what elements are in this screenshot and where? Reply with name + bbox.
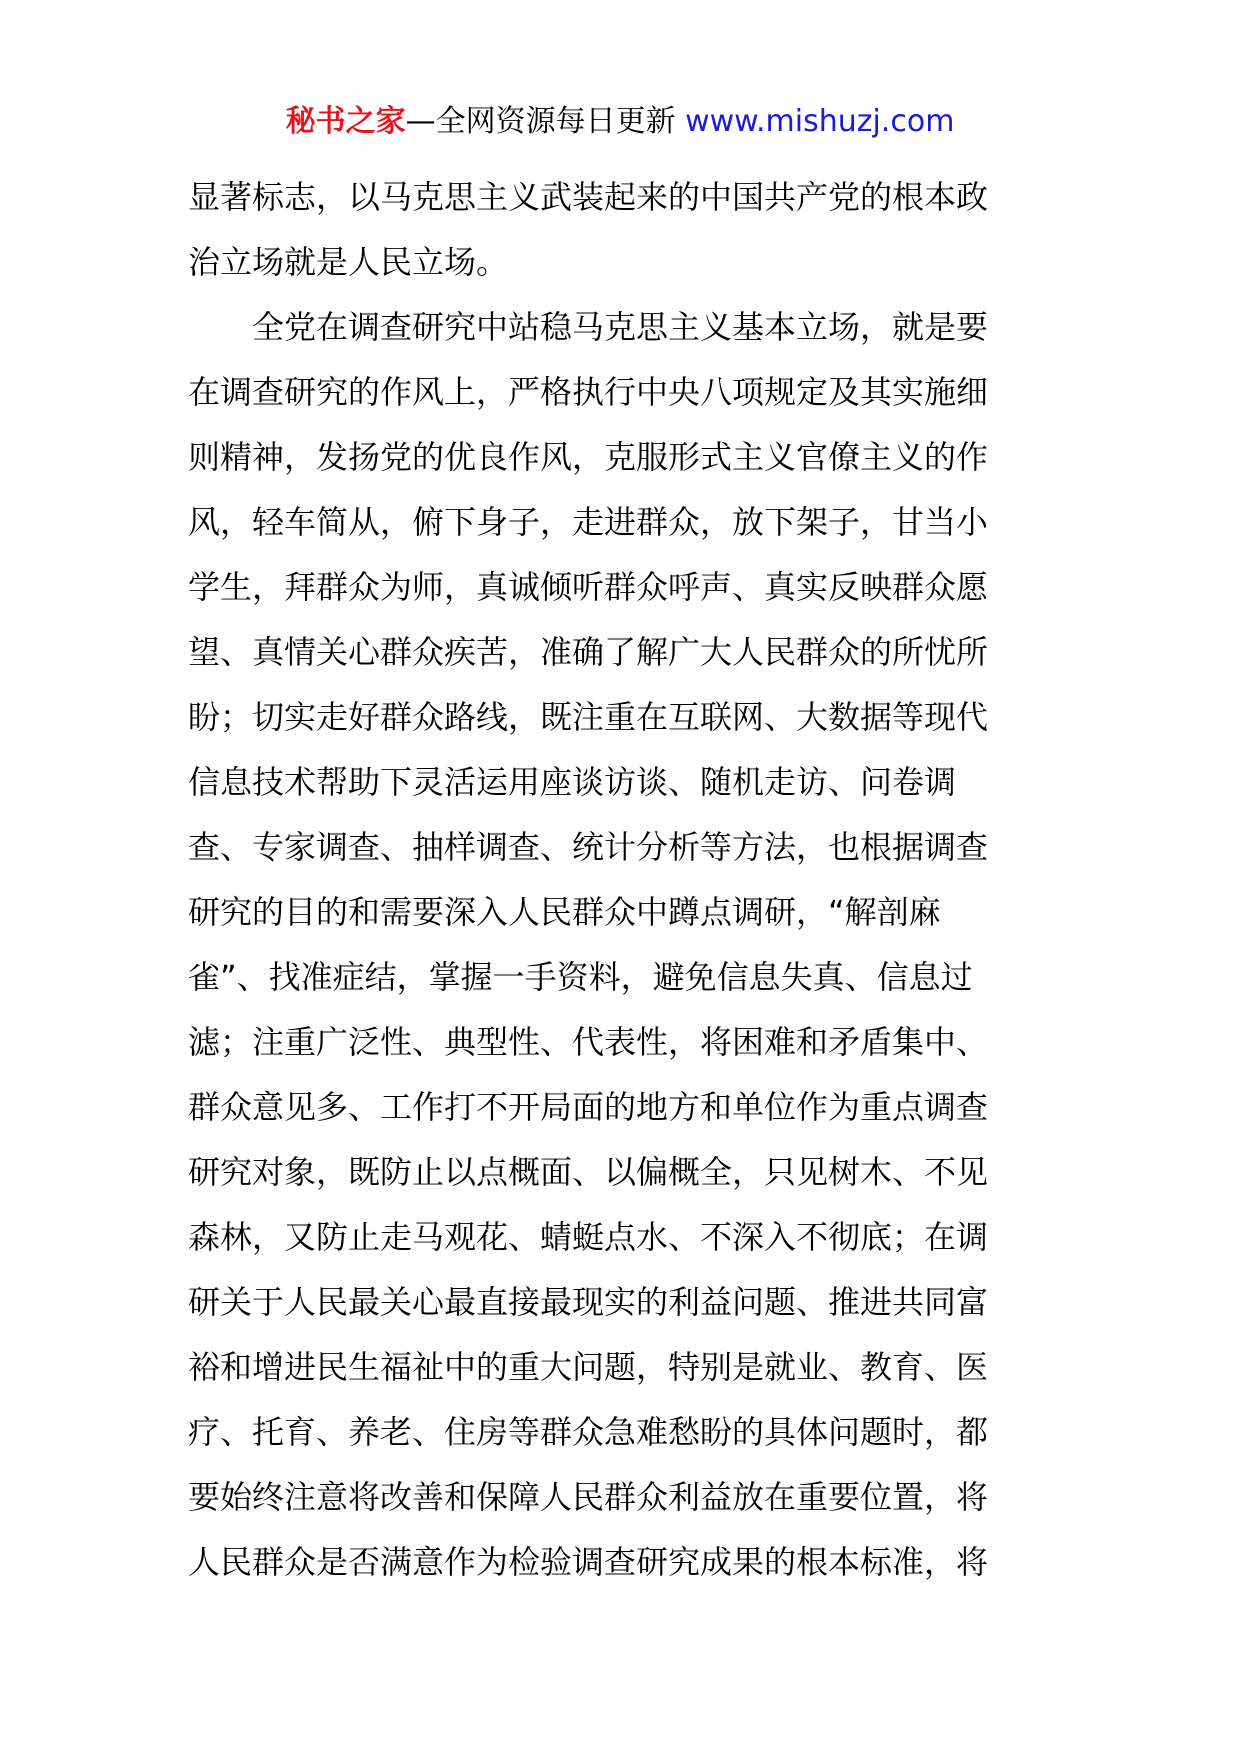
- text-line: 雀”、找准症结，掌握一手资料，避免信息失真、信息过: [188, 958, 973, 996]
- text-line: 人民群众是否满意作为检验调查研究成果的根本标准，将: [188, 1543, 989, 1581]
- text-line: 风，轻车简从，俯下身子，走进群众，放下架子，甘当小: [188, 503, 989, 541]
- text-line: 在调查研究的作风上，严格执行中央八项规定及其实施细: [188, 373, 989, 411]
- text-line: 森林，又防止走马观花、蜻蜓点水、不深入不彻底；在调: [188, 1218, 989, 1256]
- header-tagline: —全网资源每日更新: [405, 104, 676, 139]
- text-line: 研究的目的和需要深入人民群众中蹲点调研，“解剖麻: [188, 893, 941, 931]
- text-line: 则精神，发扬党的优良作风，克服形式主义官僚主义的作: [188, 438, 989, 476]
- text-line: 研关于人民最关心最直接最现实的利益问题、推进共同富: [188, 1283, 989, 1321]
- text-line: 要始终注意将改善和保障人民群众利益放在重要位置，将: [188, 1478, 989, 1516]
- document-body: [188, 165, 1058, 1595]
- text-line: 群众意见多、工作打不开局面的地方和单位作为重点调查: [188, 1088, 989, 1126]
- text-line: 学生，拜群众为师，真诚倾听群众呼声、真实反映群众愿: [188, 568, 989, 606]
- text-line: 疗、托育、养老、住房等群众急难愁盼的具体问题时，都: [188, 1413, 989, 1451]
- page-header: [0, 100, 1240, 144]
- text-line: 治立场就是人民立场。: [188, 243, 509, 281]
- text-line: 全党在调查研究中站稳马克思主义基本立场，就是要: [188, 308, 989, 346]
- text-line: 盼；切实走好群众路线，既注重在互联网、大数据等现代: [188, 698, 989, 736]
- text-line: 查、专家调查、抽样调查、统计分析等方法，也根据调查: [188, 828, 989, 866]
- website-link[interactable]: www.mishuzj.com: [675, 104, 955, 139]
- brand-name: 秘书之家: [285, 104, 406, 139]
- text-line: 望、真情关心群众疾苦，准确了解广大人民群众的所忧所: [188, 633, 989, 671]
- text-line: 裕和增进民生福祉中的重大问题，特别是就业、教育、医: [188, 1348, 989, 1386]
- text-line: 信息技术帮助下灵活运用座谈访谈、随机走访、问卷调: [188, 763, 957, 801]
- text-line: 滤；注重广泛性、典型性、代表性，将困难和矛盾集中、: [188, 1023, 989, 1061]
- text-line: 显著标志，以马克思主义武装起来的中国共产党的根本政: [188, 178, 989, 216]
- text-line: 研究对象，既防止以点概面、以偏概全，只见树木、不见: [188, 1153, 989, 1191]
